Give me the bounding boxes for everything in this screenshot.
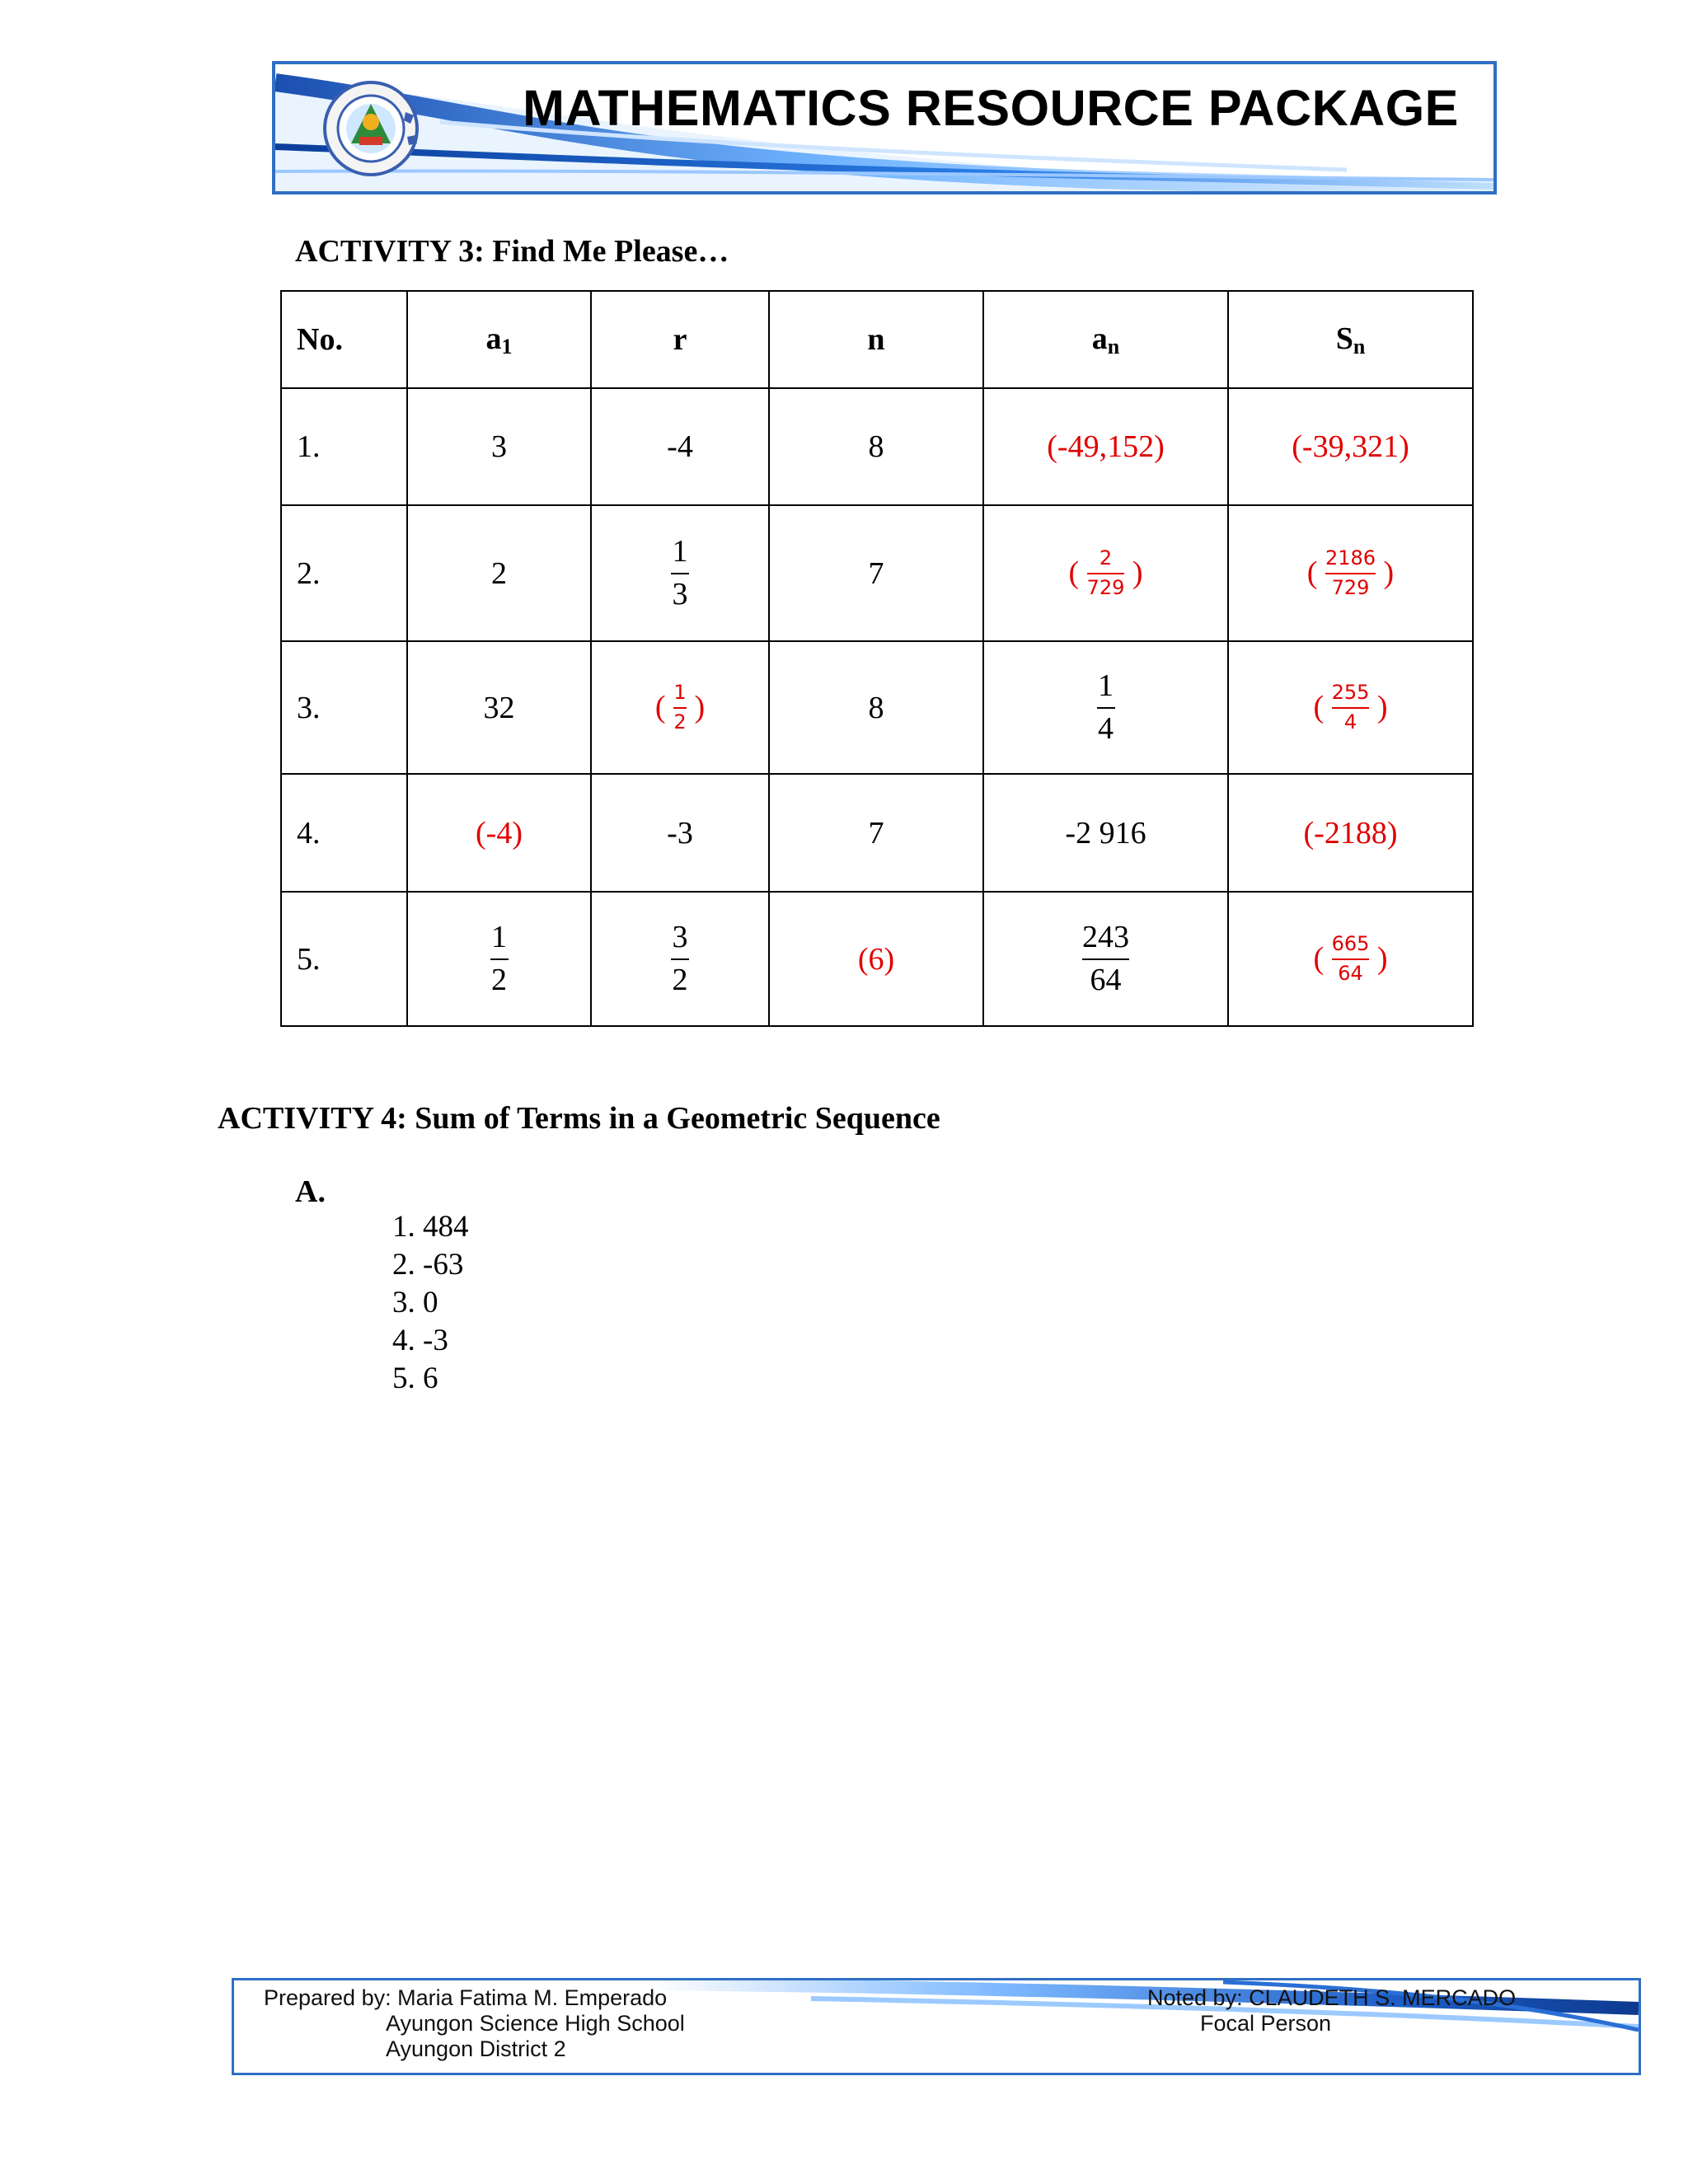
- list-item: 4. -3: [392, 1324, 448, 1357]
- table-row: [281, 505, 1473, 641]
- activity-3-heading: ACTIVITY 3: Find Me Please…: [295, 234, 729, 269]
- table-row: [281, 641, 1473, 774]
- cell-sn-answer: ( $\frac{255}{4}$ ): [1228, 641, 1473, 774]
- fraction: $\frac{255}{4}$: [1331, 681, 1370, 733]
- column-header-a1: $a_1$: [407, 291, 591, 388]
- school-name: Ayungon Science High School: [386, 2011, 685, 2036]
- cell-n: 8: [769, 641, 983, 774]
- table-row: [281, 774, 1473, 892]
- page-title: MATHEMATICS RESOURCE PACKAGE: [523, 80, 1459, 136]
- activity-3-table: [280, 290, 1474, 1027]
- cell-no: 4.: [281, 774, 407, 892]
- cell-a1: 3: [407, 388, 591, 505]
- column-header-sn: $S_n$: [1228, 291, 1473, 388]
- cell-sn-answer: ( $\frac{665}{64}$ ): [1228, 892, 1473, 1026]
- cell-an-answer: ( $\frac{2}{729}$ ): [983, 505, 1228, 641]
- cell-an: [983, 641, 1228, 774]
- fraction: $\frac{2}{729}$: [1086, 546, 1125, 599]
- cell-r: -3: [591, 774, 769, 892]
- fraction: $\frac{1}{3}$: [672, 533, 688, 612]
- column-header-an: $a_n$: [983, 291, 1228, 388]
- list-item: 2. -63: [392, 1248, 464, 1282]
- cell-no: 2.: [281, 505, 407, 641]
- section-a-label: A.: [295, 1174, 326, 1209]
- cell-a1: [407, 892, 591, 1026]
- deped-seal-icon: [321, 79, 420, 178]
- cell-n: 8: [769, 388, 983, 505]
- cell-r: -4: [591, 388, 769, 505]
- cell-an-answer: (-49,152): [983, 388, 1228, 505]
- fraction: $\frac{243}{64}$: [1082, 919, 1129, 997]
- cell-r: [591, 505, 769, 641]
- header-banner: [272, 61, 1497, 194]
- cell-no: 1.: [281, 388, 407, 505]
- fraction: $\frac{3}{2}$: [672, 919, 688, 997]
- table-row: [281, 892, 1473, 1026]
- focal-person-role: Focal Person: [1200, 2011, 1332, 2036]
- answer-list: [392, 1208, 469, 1398]
- cell-n-answer: (6): [769, 892, 983, 1026]
- cell-a1: 2: [407, 505, 591, 641]
- fraction: $\frac{1}{2}$: [673, 681, 687, 733]
- cell-sn-answer: (-2188): [1228, 774, 1473, 892]
- district-name: Ayungon District 2: [386, 2036, 566, 2061]
- fraction: $\frac{1}{4}$: [1098, 668, 1114, 746]
- fraction: $\frac{1}{2}$: [491, 919, 507, 997]
- cell-sn-answer: ( $\frac{2186}{729}$ ): [1228, 505, 1473, 641]
- list-item: 1. 484: [392, 1210, 469, 1244]
- cell-n: 7: [769, 774, 983, 892]
- prepared-by-line: Prepared by: Maria Fatima M. Emperado: [264, 1985, 668, 2010]
- column-header-r: r: [591, 291, 769, 388]
- cell-a1-answer: (-4): [407, 774, 591, 892]
- cell-r: [591, 892, 769, 1026]
- fraction: $\frac{665}{64}$: [1331, 932, 1370, 985]
- noted-by-line: Noted by: CLAUDETH S. MERCADO: [1147, 1985, 1517, 2010]
- list-item: 5. 6: [392, 1361, 438, 1395]
- prepared-by-block: [264, 1985, 685, 2062]
- table-row: [281, 388, 1473, 505]
- cell-a1: 32: [407, 641, 591, 774]
- activity-4-heading: ACTIVITY 4: Sum of Terms in a Geometric Sequence: [218, 1101, 940, 1136]
- noted-by-block: [1147, 1985, 1516, 2036]
- cell-r-answer: ( $\frac{1}{2}$ ): [591, 641, 769, 774]
- cell-no: 3.: [281, 641, 407, 774]
- footer-banner: [232, 1978, 1641, 2075]
- fraction: $\frac{2186}{729}$: [1325, 546, 1376, 599]
- table-header-row: [281, 291, 1473, 388]
- column-header-no: No.: [281, 291, 407, 388]
- column-header-n: n: [769, 291, 983, 388]
- cell-an: -2 916: [983, 774, 1228, 892]
- list-item: 3. 0: [392, 1286, 438, 1319]
- cell-n: 7: [769, 505, 983, 641]
- cell-an: [983, 892, 1228, 1026]
- cell-sn-answer: (-39,321): [1228, 388, 1473, 505]
- cell-no: 5.: [281, 892, 407, 1026]
